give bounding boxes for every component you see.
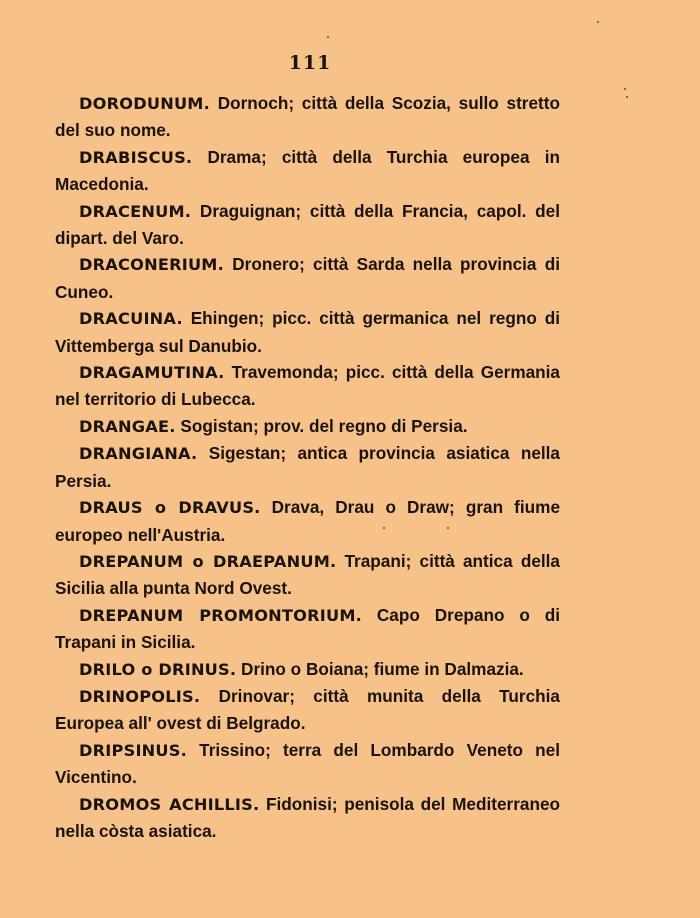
paper-speck	[383, 527, 385, 529]
entry-definition: Sigestan; antica provincia asiatica nella Persia.	[55, 443, 560, 491]
entry	[55, 305, 560, 359]
entry-definition: Drino o Boiana; fiume in Dalmazia.	[236, 658, 524, 679]
entry	[55, 602, 560, 656]
entry-definition: Dornoch; città della Scozia, sullo stretto del suo nome.	[55, 93, 560, 141]
entry-definition: Drinovar; città munita della Turchia Europea all' ovest di Belgrado.	[55, 685, 560, 734]
entry	[55, 413, 560, 440]
entry	[55, 359, 560, 413]
entry-definition: Fidonisi; penisola del Mediterraneo nella còsta asiatica.	[55, 793, 561, 841]
entry-headword: DRANGAE.	[79, 416, 176, 436]
entry-definition: Trissino; terra del Lombardo Veneto nel Vicentino.	[55, 739, 560, 788]
entry-definition: Drama; città della Turchia europea in Macedonia.	[55, 146, 560, 195]
entry	[55, 548, 560, 602]
entry	[55, 791, 560, 845]
entry-headword: DROMOS ACHILLIS.	[79, 794, 260, 814]
entry	[55, 656, 560, 683]
entry	[55, 90, 560, 144]
paper-speck	[597, 21, 599, 23]
entry-definition: Capo Drepano o di Trapani in Sicilia.	[55, 604, 560, 653]
entry-headword: DRAUS o DRAVUS.	[79, 498, 261, 518]
entry-headword: DREPANUM o DRAEPANUM.	[79, 551, 337, 571]
entry-headword: DRINOPOLIS.	[79, 686, 201, 706]
entry-definition: Ehingen; picc. città germanica nel regno di Vittemberga sul Danubio.	[55, 308, 560, 356]
entry	[55, 198, 560, 252]
entry-headword: DRACONERIUM.	[79, 255, 224, 275]
entry	[55, 440, 560, 494]
paper-speck	[624, 88, 626, 90]
entry-headword: DORODUNUM.	[79, 94, 210, 113]
entry-headword: DREPANUM PROMONTORIUM.	[79, 605, 363, 625]
entry-headword: DRACENUM.	[79, 201, 192, 221]
entry	[55, 251, 560, 305]
entry-definition: Drava, Drau o Draw; gran fiume europeo nell'Austria.	[55, 497, 560, 545]
entry-headword: DRANGIANA.	[79, 444, 198, 464]
entry-list	[55, 90, 560, 844]
entry	[55, 144, 560, 198]
entry-definition: Draguignan; città della Francia, capol. del dipart. del Varo.	[55, 200, 560, 249]
paper-speck	[626, 96, 628, 98]
entry-headword: DRIPSINUS.	[79, 740, 187, 760]
entry-definition: Travemonda; picc. città della Germania nel territorio di Lubecca.	[55, 362, 560, 410]
entry	[55, 683, 560, 737]
paper-speck	[447, 527, 449, 529]
entry-definition: Dronero; città Sarda nella provincia di Cuneo.	[55, 254, 560, 302]
entry-headword: DRABISCUS.	[79, 147, 193, 167]
entry-definition: Trapani; città antica della Sicilia alla punta Nord Ovest.	[55, 550, 560, 599]
page-number: 111	[288, 52, 332, 74]
entry-headword: DRAGAMUTINA.	[79, 363, 225, 383]
entry-definition: Sogistan; prov. del regno di Persia.	[175, 415, 468, 436]
entry-headword: DRACUINA.	[79, 309, 183, 329]
paper-speck	[327, 36, 329, 38]
entry	[55, 737, 560, 791]
entry	[55, 494, 560, 548]
entry-headword: DRILO o DRINUS.	[79, 659, 237, 679]
